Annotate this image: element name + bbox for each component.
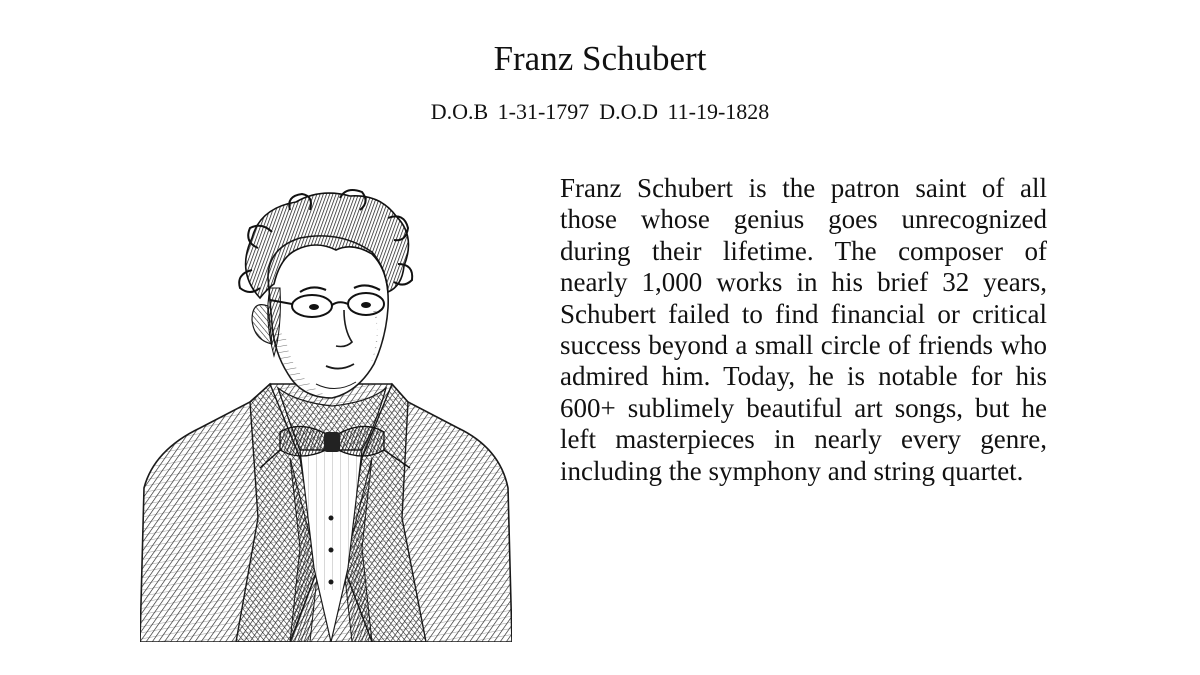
biography-text: Franz Schubert is the patron saint of all those whose genius goes unrecognized during their lifetime. The composer of nearly 1,000 works in his brief 32 years, Schubert failed to find financial or critical success beyond a small circle of friends who admired him. Today, he is notable for his 600+ sublimely beautiful art songs, but he left masterpieces in nearly every genre, including the symphony and string quartet. <box>560 173 1047 486</box>
date-of-death: D.O.D 11-19-1828 <box>599 99 770 124</box>
page-title: Franz Schubert <box>493 39 707 78</box>
life-dates <box>0 98 1200 126</box>
date-of-birth: D.O.B 1-31-1797 <box>430 99 590 124</box>
engraved-portrait-icon <box>140 188 512 642</box>
